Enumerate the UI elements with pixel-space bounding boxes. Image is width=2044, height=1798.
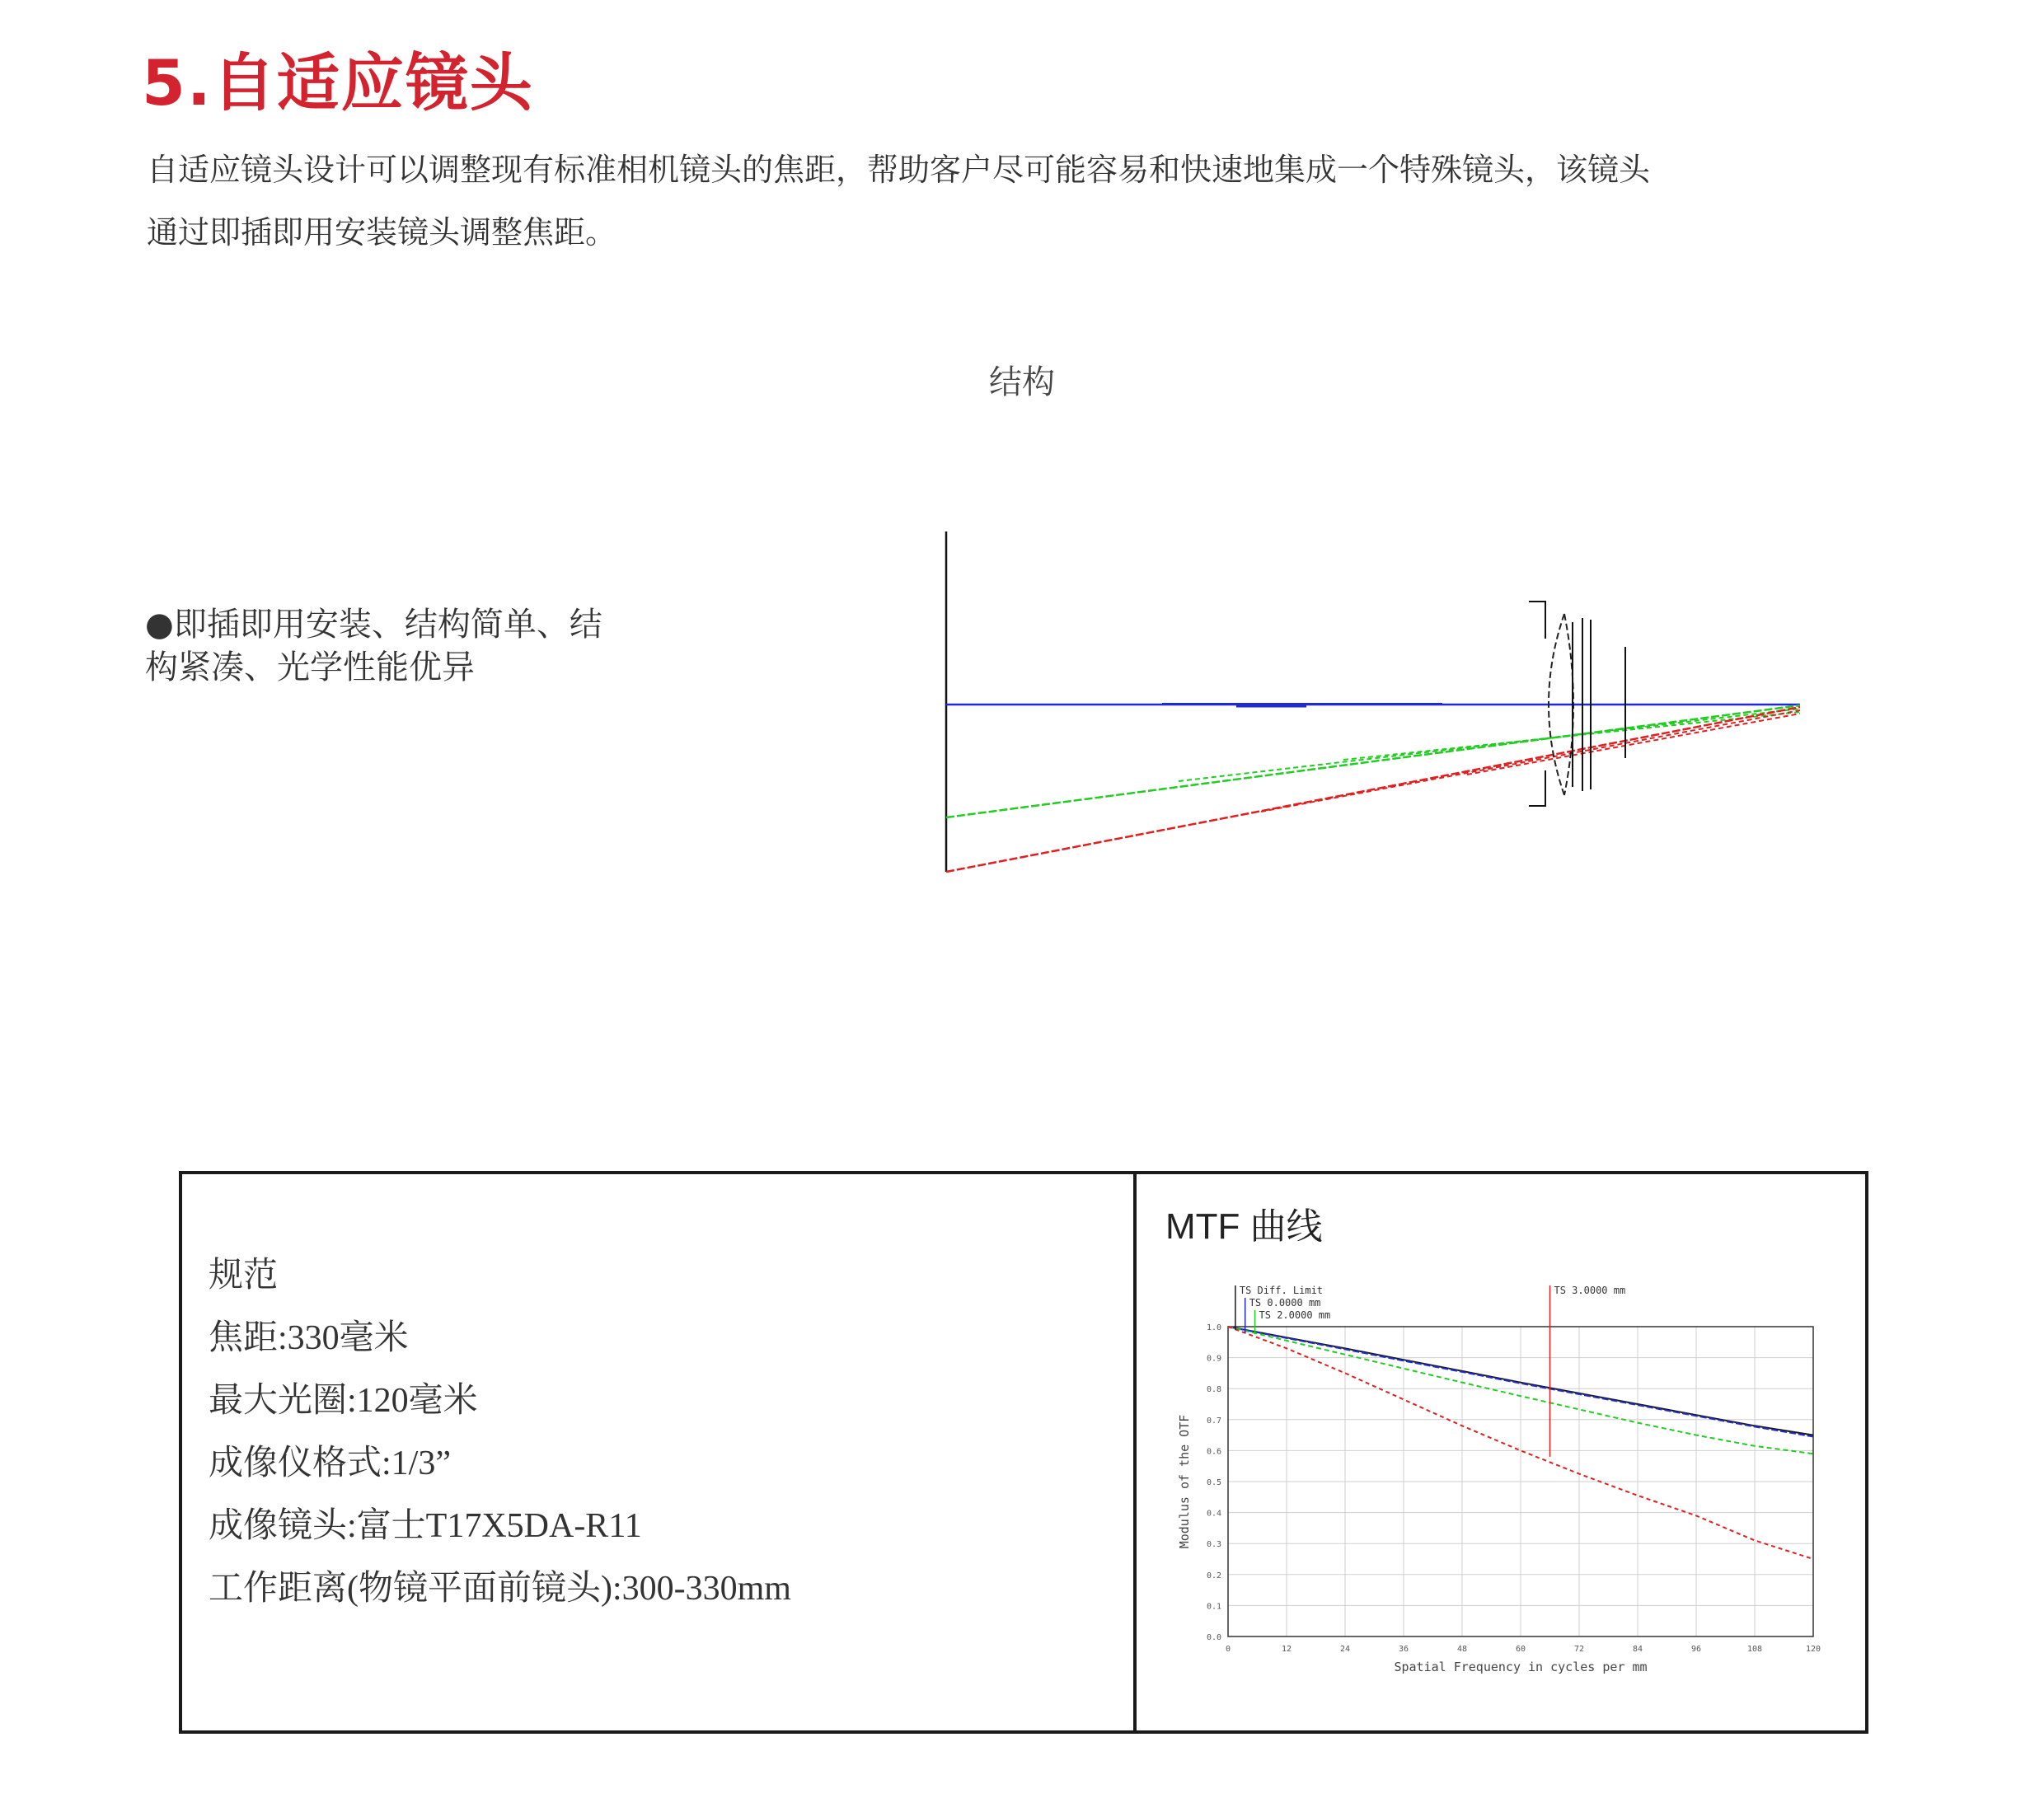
x-tick-label: 108: [1746, 1645, 1763, 1654]
y-axis-label: Modulus of the OTF: [1177, 1414, 1192, 1549]
page-title: 5.自适应镜头: [142, 46, 534, 119]
x-tick-label: 12: [1281, 1645, 1292, 1654]
legend-label: TS 3.0000 mm: [1554, 1285, 1626, 1296]
y-tick-label: 0.4: [1206, 1509, 1221, 1519]
feature-line: ●即插即用安装、结构简单、结: [145, 606, 602, 644]
spec-item: 最大光圈:120毫米: [209, 1382, 478, 1420]
y-tick-label: 1.0: [1206, 1323, 1221, 1332]
feature-text: [145, 603, 673, 689]
mtf-chart: [1170, 1269, 1830, 1681]
spec-item: 成像镜头:富士T17X5DA-R11: [209, 1507, 642, 1545]
green-ray: [946, 705, 1800, 817]
specs-heading: 规范: [209, 1257, 279, 1295]
spec-item: 成像仪格式:1/3”: [209, 1444, 451, 1482]
x-tick-label: 24: [1339, 1645, 1351, 1654]
x-tick-label: 84: [1632, 1645, 1643, 1654]
mtf-chart-title: MTF 曲线: [1165, 1206, 1323, 1247]
x-tick-label: 0: [1225, 1645, 1231, 1654]
y-tick-label: 0.8: [1206, 1385, 1221, 1395]
feature-line: 构紧凑、光学性能优异: [145, 648, 475, 686]
y-tick-label: 0.2: [1206, 1571, 1221, 1580]
lens-bracket-bottom: [1529, 770, 1545, 806]
y-tick-label: 0.9: [1206, 1354, 1221, 1364]
x-tick-label: 48: [1456, 1645, 1468, 1654]
x-axis-label: Spatial Frequency in cycles per mm: [1394, 1660, 1648, 1674]
x-tick-label: 60: [1515, 1645, 1526, 1654]
legend-label: TS 0.0000 mm: [1249, 1297, 1321, 1309]
y-tick-label: 0.1: [1206, 1602, 1221, 1612]
specs-list: [209, 1244, 791, 1620]
x-tick-label: 72: [1573, 1645, 1585, 1654]
legend-label: TS 2.0000 mm: [1259, 1309, 1331, 1321]
intro-paragraph: [147, 138, 1943, 264]
y-tick-label: 0.7: [1206, 1416, 1221, 1426]
x-tick-label: 36: [1398, 1645, 1409, 1654]
red-ray: [1467, 714, 1800, 775]
y-tick-label: 0.3: [1206, 1540, 1221, 1550]
x-tick-label: 96: [1690, 1645, 1702, 1654]
y-tick-label: 0.5: [1206, 1478, 1221, 1487]
intro-line: 自适应镜头设计可以调整现有标准相机镜头的焦距，帮助客户尽可能容易和快速地集成一个特殊镜头，该镜头: [147, 152, 1651, 188]
x-tick-label: 120: [1805, 1645, 1821, 1654]
structure-title: 结构: [989, 363, 1055, 401]
y-tick-label: 0.6: [1206, 1447, 1221, 1457]
red-ray: [946, 707, 1800, 872]
legend-label: TS Diff. Limit: [1239, 1285, 1324, 1296]
specs-divider: [1133, 1171, 1137, 1734]
spec-item: 焦距:330毫米: [209, 1319, 409, 1357]
spec-item: 工作距离(物镜平面前镜头):300-330mm: [209, 1570, 791, 1608]
y-tick-label: 0.0: [1206, 1633, 1221, 1642]
lens-structure-diagram: [931, 519, 1838, 898]
intro-line: 通过即插即用安装镜头调整焦距。: [147, 214, 617, 251]
green-ray: [1179, 709, 1800, 781]
lens-bracket-top: [1529, 602, 1545, 639]
